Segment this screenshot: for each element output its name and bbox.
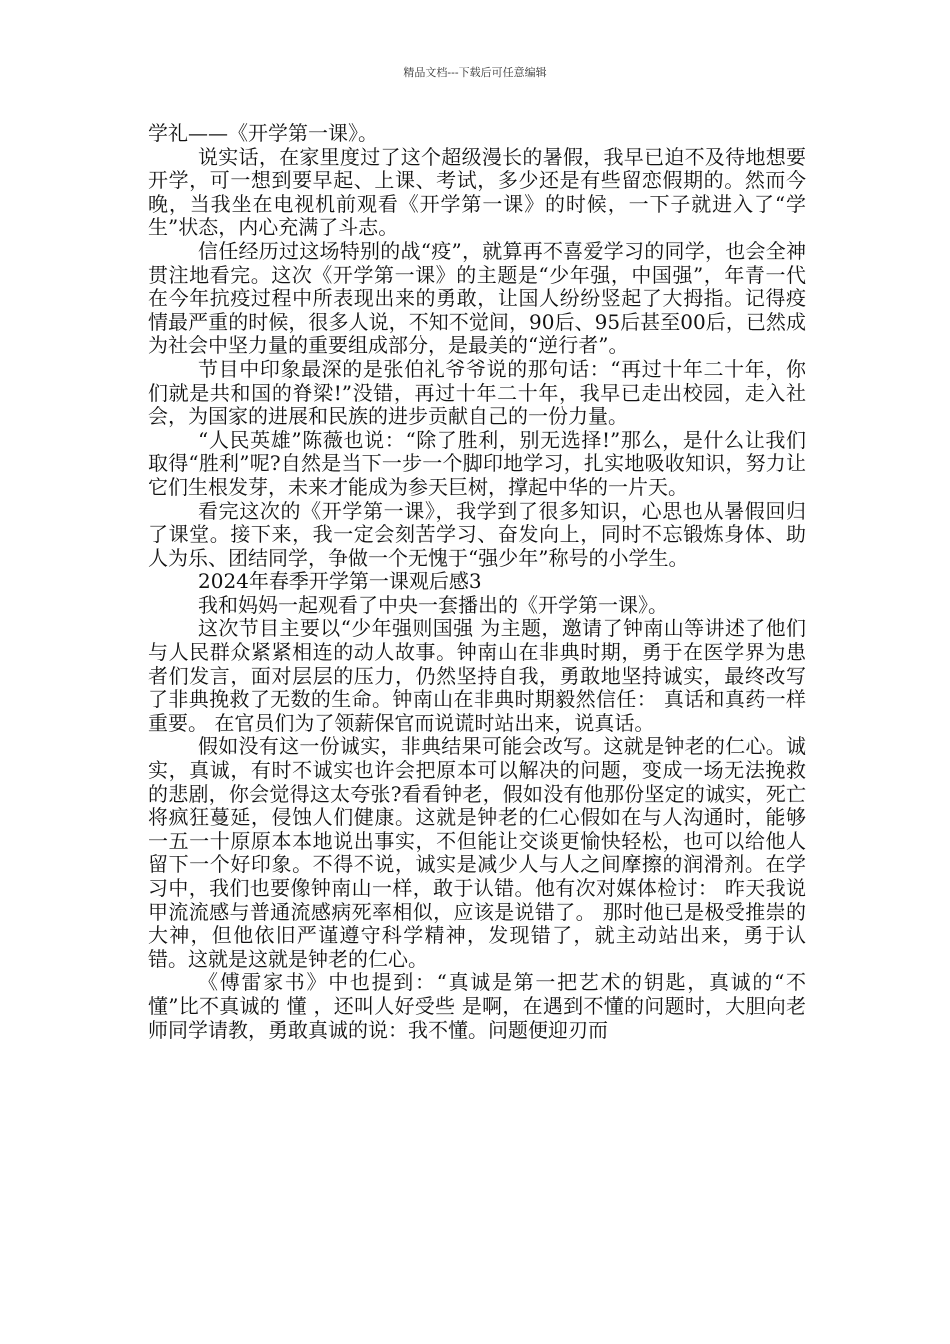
- paragraph: 我和妈妈一起观看了中央一套播出的《开学第一课》。: [198, 592, 668, 617]
- paragraph: 这次节目主要以“少年强则国强 为主题，邀请了钟南山等讲述了他们与人民群众紧紧相连的动人故事。钟南山在非典时期，勇于在医学界为患者们发言，面对层层的压力，仍然坚持自我，勇敢地坚持诚实，最终改写了非典挽救了无数的生命。钟南山在非典时期毅然信任： 真话和真药一样重要。 在官员们为了领薪保官而说谎时站出来，说真话。: [148, 616, 806, 735]
- paragraph: 假如没有这一份诚实，非典结果可能会改写。这就是钟老的仁心。诚实，真诚，有时不诚实也许会把原本可以解决的问题，变成一场无法挽救的悲剧，你会觉得这太夸张?看看钟老，假如没有他那份坚定的诚实，死亡将疯狂蔓延，侵蚀人们健康。这就是钟老的仁心假如在与人沟通时，能够一五一十原原本本地说出事实，不但能让交谈更愉快轻松，也可以给他人留下一个好印象。不得不说，诚实是减少人与人之间摩擦的润滑剂。在学习中，我们也要像钟南山一样，敢于认错。他有次对媒体检讨： 昨天我说甲流流感与普通流感病死率相似，应该是说错了。 那时他已是极受推崇的大神，但他依旧严谨遵守科学精神，发现错了，就主动站出来，勇于认错。这就是这就是钟老的仁心。: [148, 734, 806, 971]
- paragraph: “人民英雄”陈薇也说：“除了胜利，别无选择!”那么，是什么让我们取得“胜利”呢?自然是当下一步一个脚印地学习，扎实地吸收知识，努力让它们生根发芽，未来才能成为参天巨树，撑起中华的一片天。: [148, 427, 806, 499]
- document-body: [148, 122, 806, 1042]
- paragraph: 信任经历过这场特别的战“疫”，就算再不喜爱学习的同学，也会全神贯注地看完。这次《开学第一课》的主题是“少年强，中国强”，年青一代在今年抗疫过程中所表现出来的勇敢，让国人纷纷竖起了大拇指。记得疫情最严重的时候，很多人说，不知不觉间，90后、95后甚至00后，已然成为社会中坚力量的重要组成部分，是最美的“逆行者”。: [148, 238, 806, 358]
- paragraph: 看完这次的《开学第一课》，我学到了很多知识，心思也从暑假回归了课堂。接下来，我一定会刻苦学习、奋发向上，同时不忘锻炼身体、助人为乐、团结同学，争做一个无愧于“强少年”称号的小学生。: [148, 498, 806, 570]
- paragraph: 说实话，在家里度过了这个超级漫长的暑假，我早已迫不及待地想要开学，可一想到要早起、上课、考试，多少还是有些留恋假期的。然而今晚，当我坐在电视机前观看《开学第一课》的时候，一下子就进入了“学生”状态，内心充满了斗志。: [148, 144, 806, 240]
- paragraph: 《傅雷家书》中也提到：“真诚是第一把艺术的钥匙，真诚的“不懂”比不真诚的 懂 ，还叫人好受些 是啊，在遇到不懂的问题时，大胆向老师同学请教，勇敢真诚的说：我不懂。问题便迎刃而: [148, 970, 806, 1042]
- section-heading: 2024年春季开学第一课观后感3: [198, 569, 482, 594]
- page-header: 精品文档---下载后可任意编辑: [403, 66, 547, 79]
- paragraph: 学礼——《开学第一课》。: [148, 121, 378, 145]
- paragraph: 节目中印象最深的是张伯礼爷爷说的那句话：“再过十年二十年，你们就是共和国的脊梁!”没错，再过十年二十年，我早已走出校园，走入社会，为国家的进展和民族的进步贡献自己的一份力量。: [148, 356, 806, 429]
